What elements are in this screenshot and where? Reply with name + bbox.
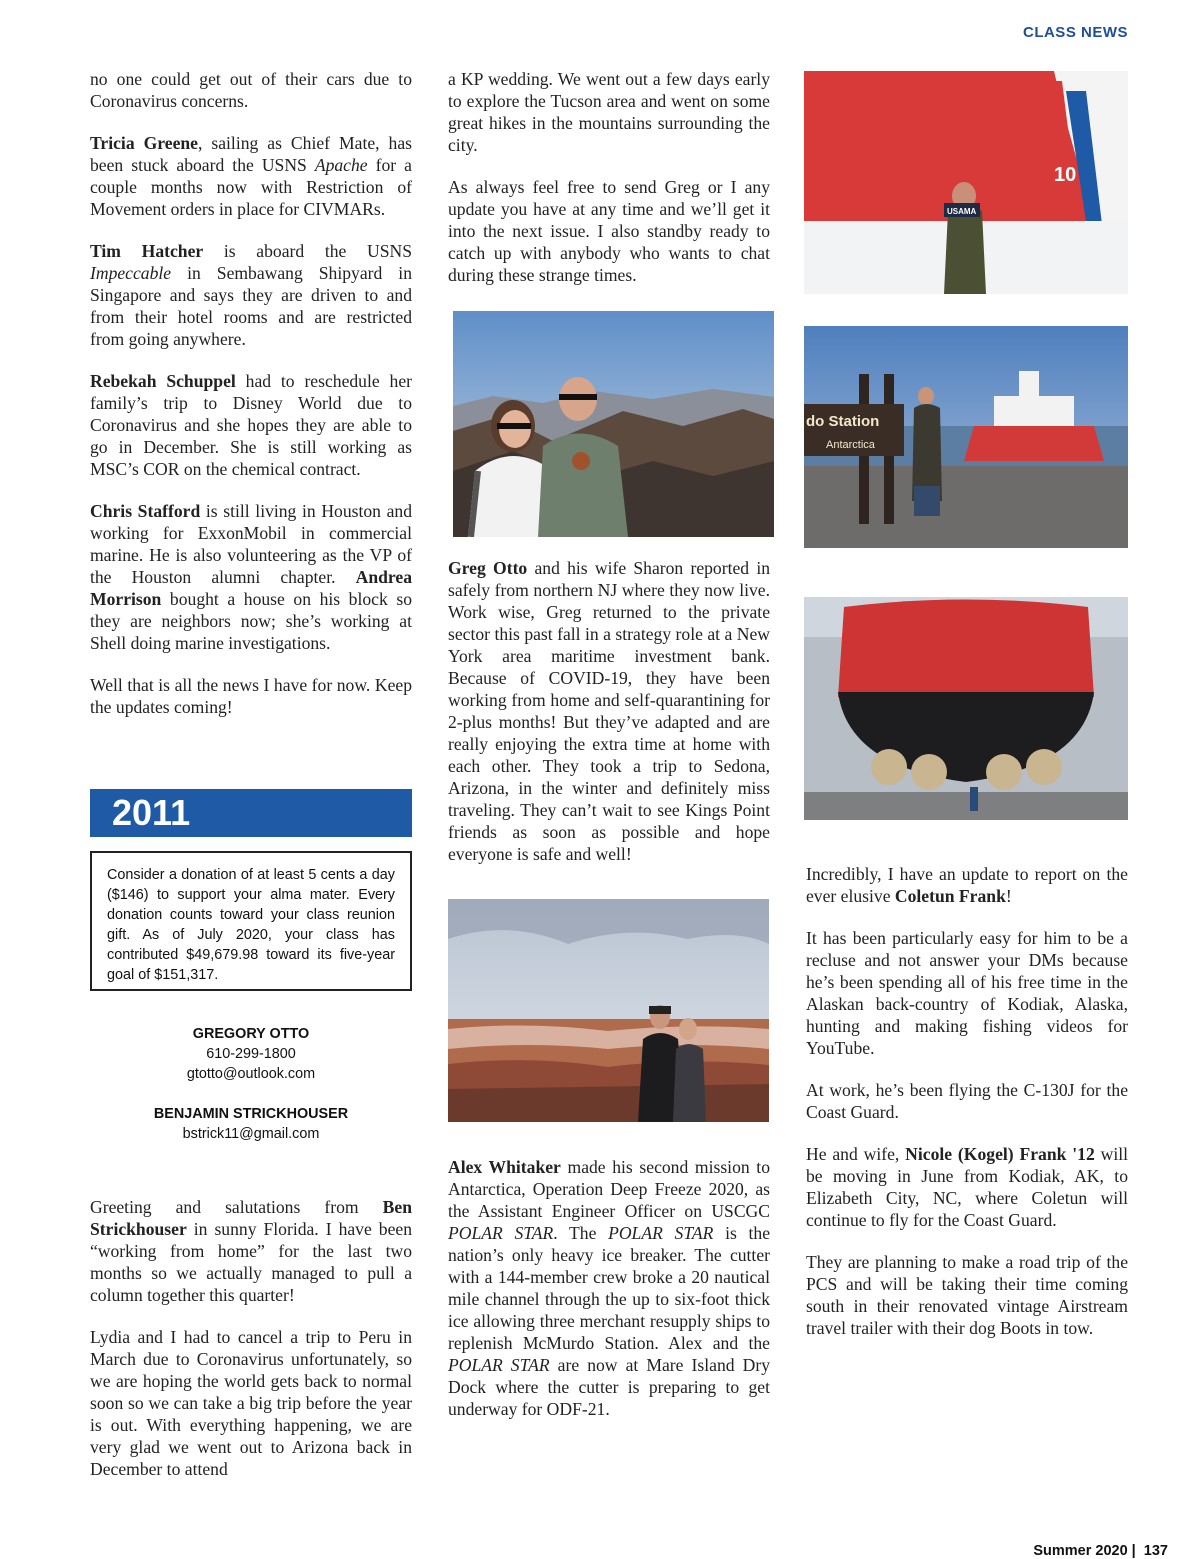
paragraph: As always feel free to send Greg or I any update you have at any time and we’ll get it into the next issue. I also standby ready to catch up with anybody who wants to chat during these strange times. bbox=[448, 177, 770, 285]
paragraph: Tricia Greene, sailing as Chief Mate, has been stuck aboard the USNS Apache for a couple months now with Restriction of Movement orders in place for CIVMARs. bbox=[90, 133, 412, 219]
column-3 bbox=[806, 863, 1128, 1359]
class-year-banner bbox=[90, 789, 412, 837]
column-1-continued bbox=[90, 1196, 412, 1500]
class-contacts bbox=[90, 1024, 412, 1144]
person-name: Nicole (Kogel) Frank '12 bbox=[905, 1144, 1095, 1164]
person-name: Andrea Morrison bbox=[90, 567, 412, 609]
person-name: Ben Strickhouser bbox=[90, 1197, 412, 1239]
photo-icebreaker-hull bbox=[804, 71, 1128, 294]
person-name: Tricia Greene bbox=[90, 133, 198, 153]
contact-name: GREGORY OTTO bbox=[192, 1026, 310, 1042]
ship-name: POLAR STAR bbox=[448, 1355, 550, 1375]
contact-name: BENJAMIN STRICKHOUSER bbox=[153, 1106, 349, 1122]
person-name: Greg Otto bbox=[448, 558, 528, 578]
photo-desert bbox=[448, 899, 769, 1122]
hull-number: 10 bbox=[1054, 164, 1077, 186]
person-name: Alex Whitaker bbox=[448, 1157, 561, 1177]
paragraph: Tim Hatcher is aboard the USNS Impeccable in Sembawang Shipyard in Singapore and says they are driven to and from their hotel rooms and are restricted from going anywhere. bbox=[90, 241, 412, 349]
ship-name: Apache bbox=[314, 155, 368, 175]
person-name: Coletun Frank bbox=[894, 886, 1006, 906]
banner-text: USAMA bbox=[947, 207, 977, 216]
photo-mcmurdo-station bbox=[804, 326, 1128, 548]
contact-email[interactable]: bstrick11@gmail.com bbox=[182, 1126, 320, 1142]
paragraph: At work, he’s been flying the C-130J for the Coast Guard. bbox=[806, 1080, 1128, 1122]
ship-name: POLAR STAR bbox=[448, 1223, 554, 1243]
person-name: Tim Hatcher bbox=[90, 241, 204, 261]
person-name: Chris Stafford bbox=[90, 501, 201, 521]
ship-name: Impeccable bbox=[90, 263, 172, 283]
paragraph: Well that is all the news I have for now. Keep the updates coming! bbox=[90, 675, 412, 717]
column-2 bbox=[448, 68, 770, 306]
station-sign-text: do Station bbox=[806, 413, 880, 430]
paragraph: Greg Otto and his wife Sharon reported in safely from northern NJ where they now live. Work wise, Greg returned to the private sector this past fall in a strategy role at a New York area maritime investment bank. Because of COVID-19, they have been working from home and self-quarantining for 2-plus months! But they’ve adapted and are really enjoying the extra time at home with each other. They took a trip to Sedona, Arizona, in the winter and definitely miss traveling. They can’t wait to see Kings Point friends as soon as possible and hope everyone is safe and well! bbox=[448, 558, 770, 864]
column-1 bbox=[90, 68, 412, 738]
paragraph: Rebekah Schuppel had to reschedule her family’s trip to Disney World due to Coronavirus and she hopes they are able to go in December. She is still working as MSC’s COR on the chemical contract. bbox=[90, 371, 412, 479]
page-number: 137 bbox=[1143, 1543, 1168, 1559]
page-footer: Summer 2020 | 137 bbox=[1033, 1543, 1168, 1559]
paragraph: Lydia and I had to cancel a trip to Peru in March due to Coronavirus unfortunately, so we are hoping the world gets back to normal soon so we can take a big trip before the year is out. With everything happening, we are very glad we went out to Arizona back in December to attend bbox=[90, 1327, 412, 1479]
paragraph: They are planning to make a road trip of the PCS and will be taking their time coming south in their renovated vintage Airstream travel trailer with their dog Boots in tow. bbox=[806, 1252, 1128, 1338]
person-name: Rebekah Schuppel bbox=[90, 371, 236, 391]
paragraph: no one could get out of their cars due to Coronavirus concerns. bbox=[90, 69, 412, 111]
column-2-bottom bbox=[448, 1156, 770, 1440]
photo-hikers bbox=[453, 311, 774, 537]
paragraph: a KP wedding. We went out a few days early to explore the Tucson area and went on some great hikes in the mountains surrounding the city. bbox=[448, 69, 770, 155]
section-label: CLASS NEWS bbox=[1022, 24, 1128, 41]
donation-callout: Consider a donation of at least 5 cents a day ($146) to support your alma mater. Every donation counts toward your class reunion gift. As of July 2020, your class has contributed $49,679.98 toward its five-year goal of $151,317. bbox=[90, 851, 412, 991]
paragraph: He and wife, Nicole (Kogel) Frank '12 will be moving in June from Kodiak, AK, to Elizabeth City, NC, where Coletun will continue to fly for the Coast Guard. bbox=[806, 1144, 1128, 1230]
contact-phone: 610-299-1800 bbox=[206, 1046, 296, 1062]
ship-name: POLAR STAR bbox=[608, 1223, 714, 1243]
paragraph: Greeting and salutations from Ben Strickhouser in sunny Florida. I have been “working from home” for the last two months so we actually managed to pull a column together this quarter! bbox=[90, 1197, 412, 1305]
photo-dry-dock bbox=[804, 597, 1128, 820]
column-2-middle bbox=[448, 557, 770, 885]
issue-label: Summer 2020 bbox=[1033, 1543, 1128, 1559]
paragraph: It has been particularly easy for him to be a recluse and not answer your DMs because he’s been spending all of his free time in the Alaskan back-country of Kodiak, Alaska, hunting and making fishing videos for YouTube. bbox=[806, 928, 1128, 1058]
contact-email[interactable]: gtotto@outlook.com bbox=[186, 1066, 316, 1082]
paragraph: Chris Stafford is still living in Houston and working for ExxonMobil in commercial marine. He is also volunteering as the VP of the Houston alumni chapter. Andrea Morrison bought a house on his block so they are neighbors now; she’s working at Shell doing marine investigations. bbox=[90, 501, 413, 653]
class-year: 2011 bbox=[112, 792, 191, 833]
paragraph: Incredibly, I have an update to report on the ever elusive Coletun Frank! bbox=[806, 864, 1128, 906]
paragraph: Alex Whitaker made his second mission to Antarctica, Operation Deep Freeze 2020, as the Assistant Engineer Officer on USCGC POLAR STAR. The POLAR STAR is the nation’s only heavy ice breaker. The cutter with a 144-member crew broke a 20 nautical mile channel through the up to six-foot thick ice allowing three merchant resupply ships to replenish McMurdo Station. Alex and the POLAR STAR are now at Mare Island Dry Dock where the cutter is preparing to get underway for ODF-21. bbox=[448, 1157, 771, 1419]
station-sign-subtext: Antarctica bbox=[826, 439, 875, 451]
